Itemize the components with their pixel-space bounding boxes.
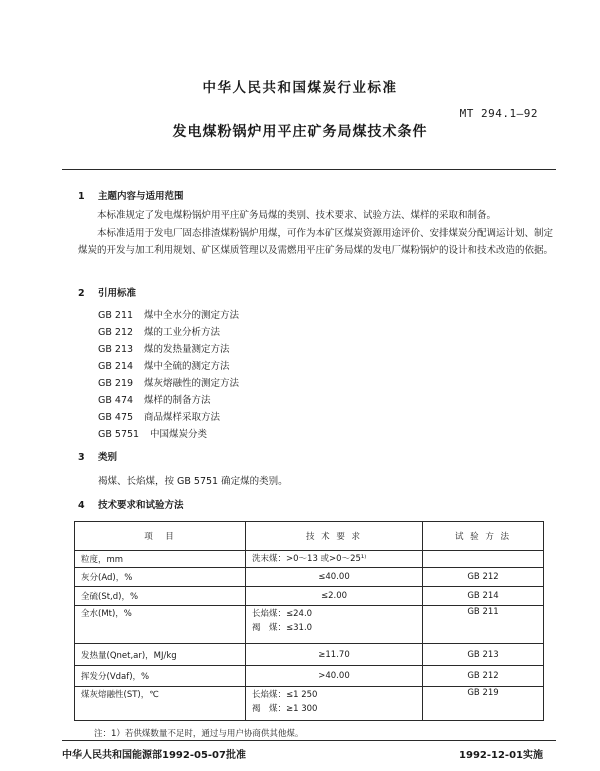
section-title: 主题内容与适用范围 [98,191,184,202]
section-4-heading [78,497,184,511]
row-item: 煤灰熔融性(ST)，℃ [75,687,246,721]
reference-name: 煤样的制备方法 [144,395,211,406]
reference-item [98,341,230,355]
approval-line: 中华人民共和国能源部1992-05-07批准 [62,750,246,761]
section-number: 4 [78,500,85,511]
requirement-value: ≥11.70 [318,649,350,660]
row-method: GB 214 [423,587,544,606]
reference-item [98,324,220,338]
document-title: 发电煤粉锅炉用平庄矿务局煤技术条件 [172,124,428,140]
reference-name: 煤中全水分的测定方法 [144,310,240,321]
standard-code: MT 294.1—92 [459,107,538,120]
section-3-heading [78,449,117,463]
reference-code: GB 213 [98,344,134,355]
row-item: 发热量(Qnet,ar)，MJ/kg [75,644,246,666]
footer-rule [62,740,556,741]
requirement-value: >40.00 [318,671,350,681]
header-requirement: 技 术 要 求 [246,522,423,551]
scope-text [78,207,558,260]
reference-name: 煤中全硫的测定方法 [144,361,230,372]
spec-table [74,521,544,721]
section-title: 引用标准 [98,288,137,299]
table-row [75,644,544,666]
section-title: 技术要求和试验方法 [98,500,184,511]
reference-item [98,307,239,321]
reference-code: GB 5751 [98,429,140,440]
row-requirement [246,587,423,606]
reference-name: 煤的工业分析方法 [144,327,221,338]
row-method [423,551,544,568]
row-method: GB 212 [423,568,544,587]
header-item: 项 目 [75,522,246,551]
reference-name: 中国煤炭分类 [150,429,208,440]
requirement-value: ≤2.00 [320,591,348,601]
table-row [75,606,544,644]
requirement-value: 褐 煤：≤31.0 [252,623,313,633]
requirement-value: ≤40.00 [318,572,350,582]
section-2-heading [78,285,136,299]
row-item: 全硫(St,d)，% [75,587,246,606]
requirement-value: 洗末煤：>0～13 或>0～25¹⁾ [252,554,367,564]
row-method: GB 212 [423,666,544,687]
row-method: GB 219 [423,687,544,721]
reference-code: GB 219 [98,378,134,389]
reference-item [98,409,220,423]
row-requirement [246,666,423,687]
section-number: 2 [78,288,85,299]
row-item: 挥发分(Vdaf)，% [75,666,246,687]
effective-date: 1992-12-01实施 [459,750,543,761]
reference-name: 煤的发热量测定方法 [144,344,230,355]
row-item: 灰分(Ad)，% [75,568,246,587]
section-title: 类别 [98,452,118,463]
scope-paragraph-1: 本标准规定了发电煤粉锅炉用平庄矿务局煤的类别、技术要求、试验方法、煤样的采取和制备。 [97,210,497,221]
reference-item [98,358,230,372]
row-method: GB 213 [423,644,544,666]
table-header-row [75,522,544,551]
reference-code: GB 214 [98,361,134,372]
requirement-value: 褐 煤：≥1 300 [252,704,318,714]
reference-name: 商品煤样采取方法 [144,412,221,423]
category-text: 褐煤、长焰煤，按 GB 5751 确定煤的类别。 [98,476,288,487]
reference-name: 煤灰熔融性的测定方法 [144,378,240,389]
row-requirement [246,568,423,587]
standard-body: 中华人民共和国煤炭行业标准 [202,80,398,96]
reference-code: GB 211 [98,310,134,321]
section-1-heading [78,188,184,202]
header-method: 试 验 方 法 [423,522,544,551]
row-requirement [246,606,423,644]
table-row [75,666,544,687]
reference-item [98,375,239,389]
table-row [75,687,544,721]
reference-code: GB 475 [98,412,134,423]
reference-item [98,426,207,440]
row-item: 粒度，mm [75,551,246,568]
row-requirement [246,551,423,568]
row-item: 全水(Mt)，% [75,606,246,644]
requirement-value: 长焰煤：≤1 250 [252,690,318,700]
reference-item [98,392,211,406]
row-method: GB 211 [423,606,544,644]
section-number: 1 [78,191,85,202]
table-row [75,568,544,587]
reference-code: GB 474 [98,395,134,406]
table-note: 注：1）若供煤数量不足时，通过与用户协商供其他煤。 [94,729,304,739]
row-requirement [246,644,423,666]
scope-paragraph-2: 本标准适用于发电厂固态排渣煤粉锅炉用煤，可作为本矿区煤炭资源用途评价、安排煤炭分配调运计划、制定煤炭的开发与加工利用规划、矿区煤质管理以及需燃用平庄矿务局煤的发电厂煤粉锅炉的设计和技术改造的依据。 [78,227,554,256]
reference-code: GB 212 [98,327,134,338]
header-rule [62,169,556,170]
section-number: 3 [78,452,85,463]
table-row [75,587,544,606]
table-row [75,551,544,568]
row-requirement [246,687,423,721]
requirement-value: 长焰煤：≤24.0 [252,609,313,619]
